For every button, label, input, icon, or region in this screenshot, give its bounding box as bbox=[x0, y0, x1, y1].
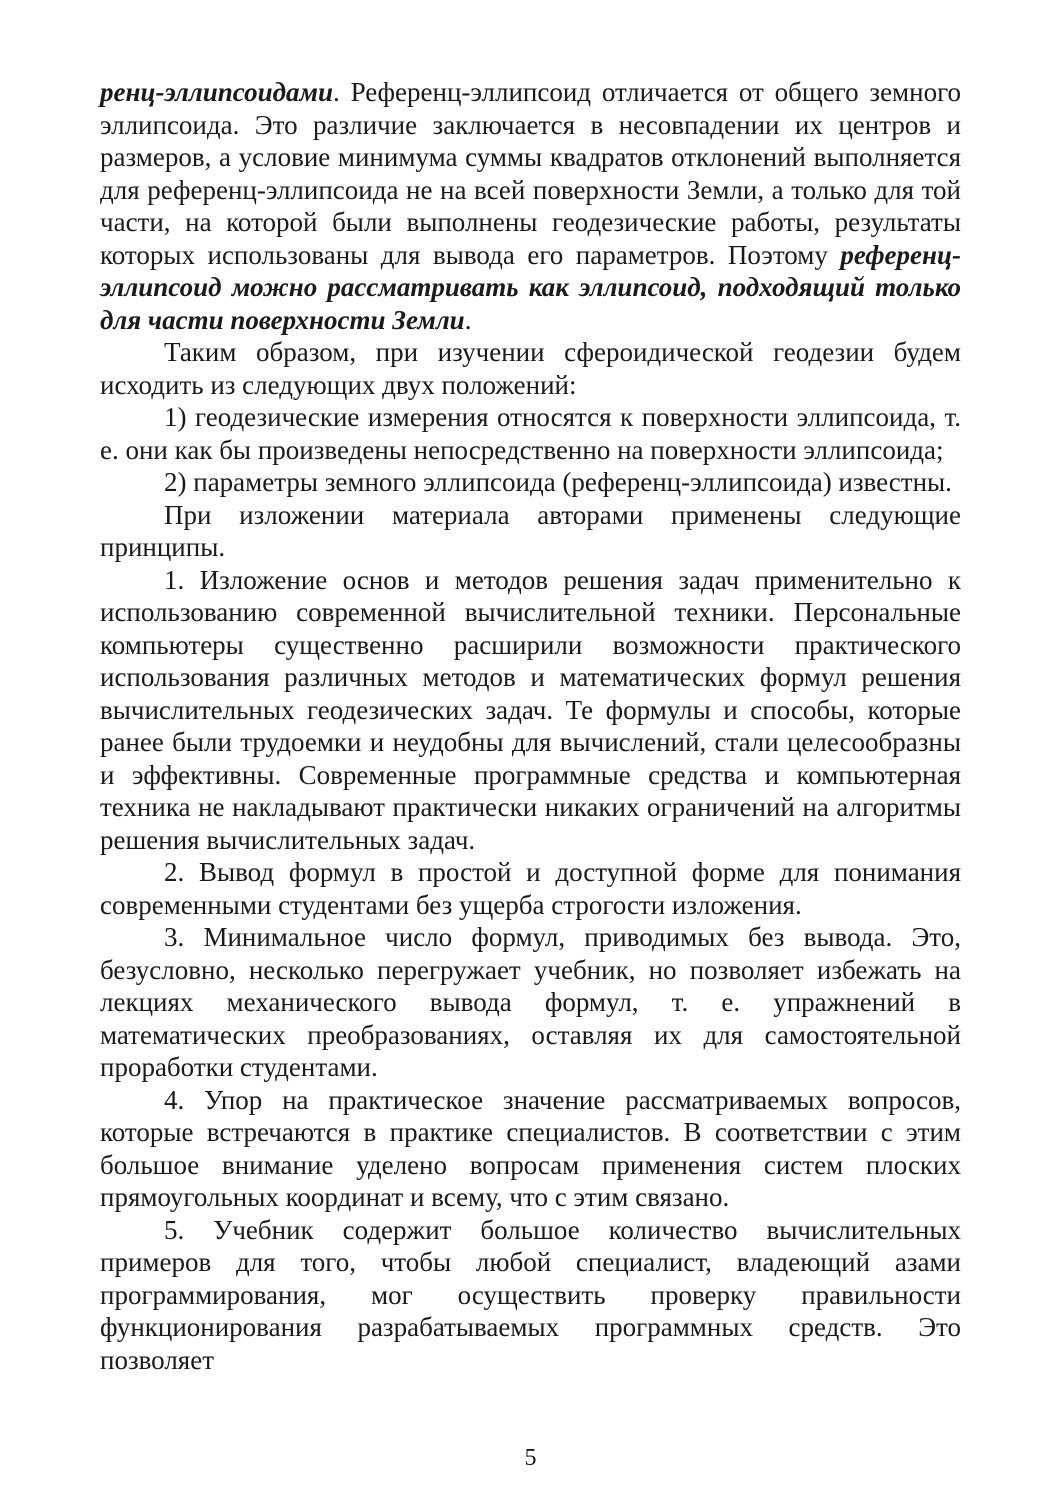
text-run: 1) геодезические измерения относятся к поверхности эллипсоида, т. е. они как бы произведены непосредственно на поверхности эллипсоида; bbox=[100, 402, 961, 465]
emphasis-statement: референц-эллипсоид можно рассматривать как эллипсоид, подходящий только для части поверхности Земли bbox=[100, 239, 961, 335]
text-run: При изложении материала авторами применены следующие принципы. bbox=[100, 499, 961, 562]
paragraph-8 bbox=[100, 921, 961, 1084]
text-run: Таким образом, при изучении сфероидической геодезии будем исходить из следующих двух положений: bbox=[100, 337, 961, 400]
text-run: 2. Вывод формул в простой и доступной форме для понимания современными студентами без ущерба строгости изложения. bbox=[100, 857, 961, 920]
paragraph-9 bbox=[100, 1084, 961, 1214]
text-run: 1. Изложение основ и методов решения задач применительно к использованию современной вычислительной техники. Персональные компьютеры существенно расширили возможности практического использования различных методов и математических формул решения вычислительных геодезических задач. Те формулы и способы, которые ранее были трудоемки и неудобны для вычислений, стали целесообразны и эффективны. Современные программные средства и компьютерная техника не накладывают практически никаких ограничений на алгоритмы решения вычислительных задач. bbox=[100, 564, 961, 855]
paragraph-7 bbox=[100, 856, 961, 921]
paragraph-1 bbox=[100, 76, 961, 336]
text-run: . Референц-эллипсоид отличается от общего земного эллипсоида. Это различие заключается в несовпадении их центров и размеров, а условие минимума суммы квадратов отклонений выполняется для референц-эллипсоида не на всей поверхности Земли, а только для той части, на которой были выполнены геодезические работы, результаты которых использованы для вывода его параметров. Поэтому bbox=[100, 77, 961, 270]
text-run: 3. Минимальное число формул, приводимых без вывода. Это, безусловно, несколько перегружает учебник, но позволяет избежать на лекциях механического вывода формул, т. е. упражнений в математических преобразованиях, оставляя их для самостоятельной проработки студентами. bbox=[100, 922, 961, 1082]
text-run: 5. Учебник содержит большое количество вычислительных примеров для того, чтобы любой специалист, владеющий азами программирования, мог осуществить проверку правильности функционирования разрабатываемых программных средств. Это позволяет bbox=[100, 1214, 961, 1375]
paragraph-2 bbox=[100, 336, 961, 401]
body-text bbox=[100, 76, 961, 1376]
text-run: 4. Упор на практическое значение рассматриваемых вопросов, которые встречаются в практике специалистов. В соответствии с этим большое внимание уделено вопросам применения систем плоских прямоугольных координат и всему, что с этим связано. bbox=[100, 1084, 961, 1212]
paragraph-3 bbox=[100, 401, 961, 466]
emphasis-term: ренц-эллипсоидами bbox=[100, 77, 333, 107]
paragraph-10 bbox=[100, 1214, 961, 1377]
page-number: 5 bbox=[524, 1445, 537, 1471]
paragraph-4 bbox=[100, 466, 961, 499]
paragraph-5 bbox=[100, 499, 961, 564]
text-run: 2) параметры земного эллипсоида (референц-эллипсоида) известны. bbox=[164, 467, 952, 497]
paragraph-6 bbox=[100, 564, 961, 857]
text-run: . bbox=[464, 304, 472, 335]
